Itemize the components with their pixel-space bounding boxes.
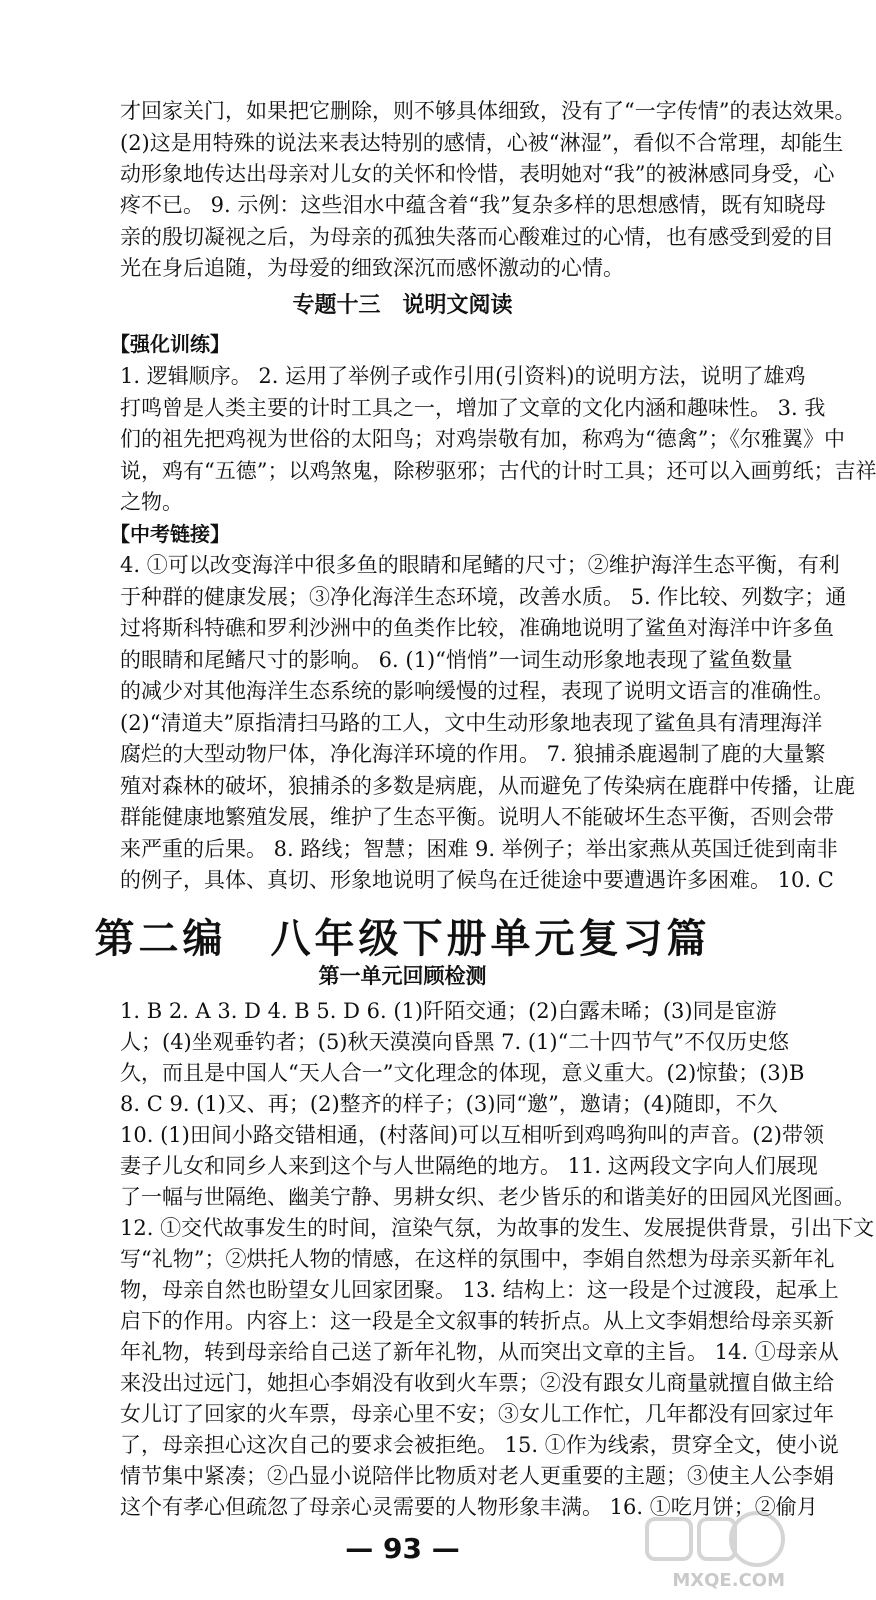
text-line: 物，母亲自然也盼望女儿回家团聚。 13. 结构上：这一段是个过渡段，起承上 <box>120 1278 839 1302</box>
text-line: 了，母亲担心这次自己的要求会被拒绝。 15. ①作为线索，贯穿全文，使小说 <box>120 1433 839 1457</box>
text-line: 1. B 2. A 3. D 4. B 5. D 6. (1)阡陌交通；(2)白露未晞；(3)同是宦游 <box>120 999 777 1023</box>
section-title: 专题十三 说明文阅读 <box>292 293 513 318</box>
text-line: 的减少对其他海洋生态系统的影响缓慢的过程，表现了说明文语言的准确性。 <box>120 679 834 703</box>
unit-title: 第一单元回顾检测 <box>318 964 487 988</box>
text-line: 8. C 9. (1)又、再；(2)整齐的样子；(3)同“邀”，邀请；(4)随即，不久 <box>120 1092 778 1116</box>
watermark-icon <box>639 1505 789 1575</box>
text-line: (2)这是用特殊的说法来表达特别的感情，心被“淋湿”，看似不合常理，却能生 <box>120 131 844 155</box>
text-line: 了一幅与世隔绝、幽美宁静、男耕女织、老少皆乐的和谐美好的田园风光图画。 <box>120 1185 855 1209</box>
text-line: 疼不已。 9. 示例：这些泪水中蕴含着“我”复杂多样的思想感情，既有知晓母 <box>120 193 826 217</box>
tag-training: 【强化训练】 <box>110 332 230 356</box>
text-line: (2)“清道夫”原指清扫马路的工人，文中生动形象地表现了鲨鱼具有清理海洋 <box>120 711 823 735</box>
text-line: 12. ①交代故事发生的时间，渲染气氛，为故事的发生、发展提供背景，引出下文 <box>120 1216 875 1240</box>
text-line: 之物。 <box>120 490 183 514</box>
text-line: 说，鸡有“五德”；以鸡煞鬼，除秽驱邪；古代的计时工具；还可以入画剪纸；吉祥 <box>120 459 876 483</box>
text-line: 才回家关门，如果把它删除，则不够具体细致，没有了“一字传情”的表达效果。 <box>120 99 856 123</box>
text-line: 启下的作用。内容上：这一段是全文叙事的转折点。从上文李娟想给母亲买新 <box>120 1309 834 1333</box>
text-line: 来没出过远门，她担心李娟没有收到火车票；②没有跟女儿商量就擅自做主给 <box>120 1371 834 1395</box>
text-line: 4. ①可以改变海洋中很多鱼的眼睛和尾鳍的尺寸；②维护海洋生态平衡，有利 <box>120 553 840 577</box>
text-line: 的例子，具体、真切、形象地说明了候鸟在迁徙途中要遭遇许多困难。 10. C <box>120 868 834 892</box>
tag-exam: 【中考链接】 <box>110 522 230 546</box>
watermark-logo <box>639 1505 789 1595</box>
page-number: — 93 — <box>345 1532 460 1565</box>
text-line: 动形象地传达出母亲对儿女的关怀和怜惜，表明她对“我”的被淋感同身受，心 <box>120 162 835 186</box>
text-line: 群能健康地繁殖发展，维护了生态平衡。说明人不能破坏生态平衡，否则会带 <box>120 805 834 829</box>
text-line: 过将斯科特礁和罗利沙洲中的鱼类作比较，准确地说明了鲨鱼对海洋中许多鱼 <box>120 616 834 640</box>
text-line: 写“礼物”；②烘托人物的情感，在这样的氛围中，李娟自然想为母亲买新年礼 <box>120 1247 835 1271</box>
text-line: 1. 逻辑顺序。 2. 运用了举例子或作引用(引资料)的说明方法，说明了雄鸡 <box>120 364 806 388</box>
text-line: 年礼物，转到母亲给自己送了新年礼物，从而突出文章的主旨。 14. ①母亲从 <box>120 1340 839 1364</box>
text-line: 殖对森林的破坏，狼捕杀的多数是病鹿，从而避免了传染病在鹿群中传播，让鹿 <box>120 774 855 798</box>
text-line: 妻子儿女和同乡人来到这个与人世隔绝的地方。 11. 这两段文字向人们展现 <box>120 1154 818 1178</box>
text-line: 这个有孝心但疏忽了母亲心灵需要的人物形象丰满。 16. ①吃月饼；②偷月 <box>120 1495 818 1519</box>
watermark-url: MXQE.COM <box>672 1570 785 1591</box>
text-line: 打鸣曾是人类主要的计时工具之一，增加了文章的文化内涵和趣味性。 3. 我 <box>120 396 826 420</box>
text-line: 来严重的后果。 8. 路线；智慧；困难 9. 举例子；举出家燕从英国迁徙到南非 <box>120 837 838 861</box>
text-line: 人；(4)坐观垂钓者；(5)秋天漠漠向昏黑 7. (1)“二十四节气”不仅历史悠 <box>120 1030 790 1054</box>
text-line: 的眼睛和尾鳍尺寸的影响。 6. (1)“悄悄”一词生动形象地表现了鲨鱼数量 <box>120 648 793 672</box>
text-line: 10. (1)田间小路交错相通，(村落间)可以互相听到鸡鸣狗叫的声音。(2)带领 <box>120 1123 824 1147</box>
text-line: 久，而且是中国人“天人合一”文化理念的体现，意义重大。(2)惊蛰；(3)B <box>120 1061 805 1085</box>
text-line: 们的祖先把鸡视为世俗的太阳鸟；对鸡崇敬有加，称鸡为“德禽”；《尔雅翼》中 <box>120 427 845 451</box>
text-line: 女儿订了回家的火车票，母亲心里不安；③女儿工作忙，几年都没有回家过年 <box>120 1402 834 1426</box>
text-line: 腐烂的大型动物尸体，净化海洋环境的作用。 7. 狼捕杀鹿遏制了鹿的大量繁 <box>120 742 826 766</box>
part-title: 第二编 八年级下册单元复习篇 <box>94 916 711 962</box>
text-line: 情节集中紧凑；②凸显小说陪伴比物质对老人更重要的主题；③使主人公李娟 <box>120 1464 834 1488</box>
text-line: 亲的殷切凝视之后，为母亲的孤独失落而心酸难过的心情，也有感受到爱的目 <box>120 225 834 249</box>
text-line: 光在身后追随，为母爱的细致深沉而感怀激动的心情。 <box>120 256 624 280</box>
text-line: 于种群的健康发展；③净化海洋生态环境，改善水质。 5. 作比较、列数字；通 <box>120 585 847 609</box>
